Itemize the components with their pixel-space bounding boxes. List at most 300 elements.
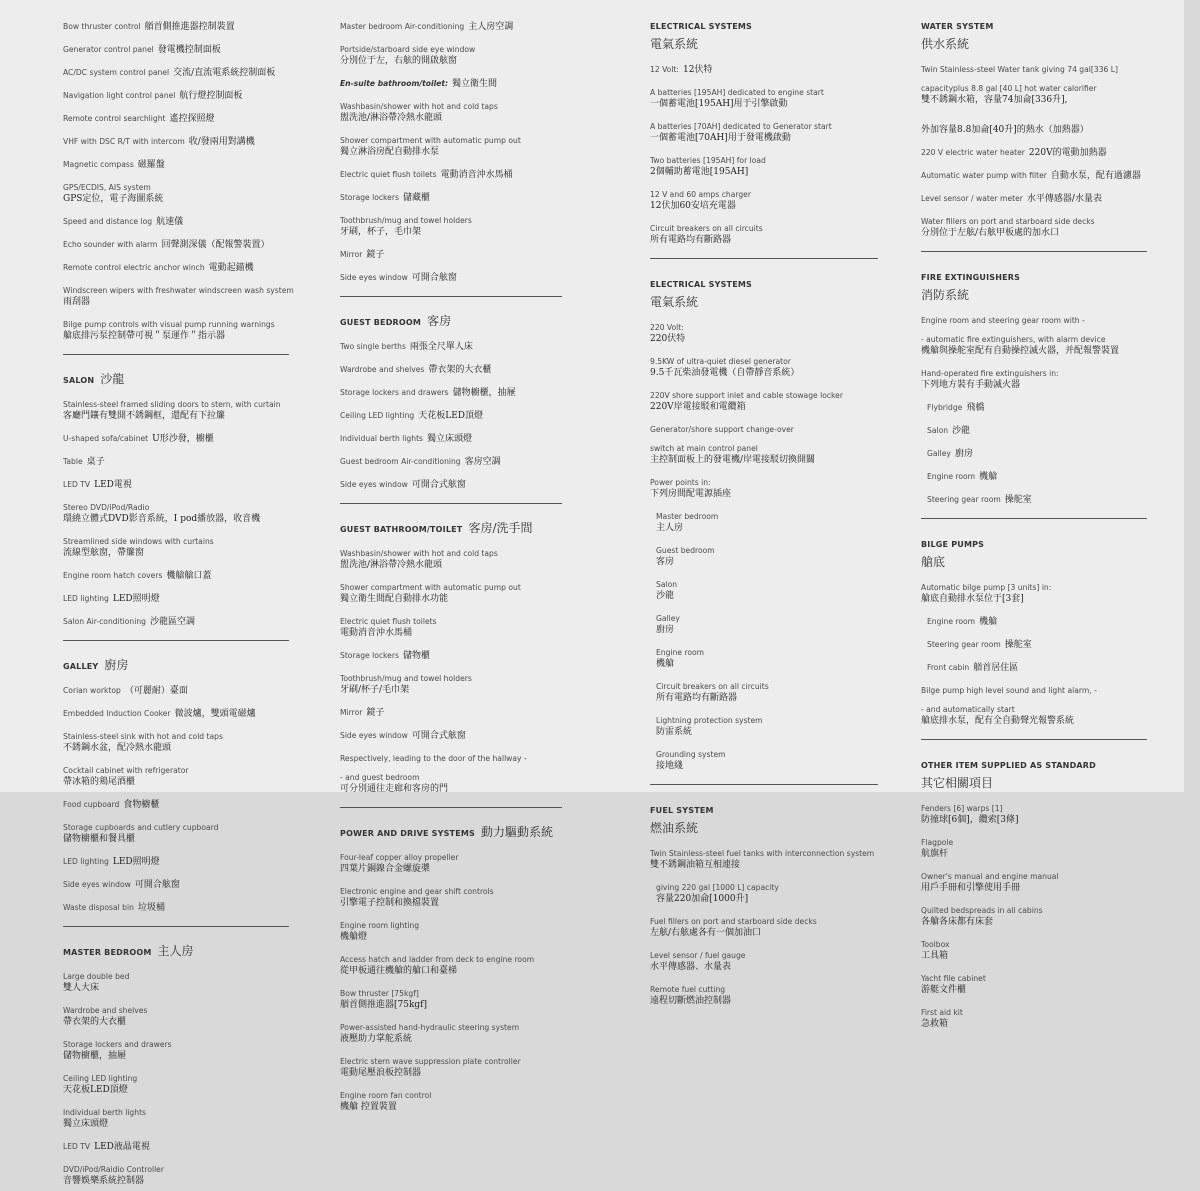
spec-item [63, 1066, 303, 1096]
spec-item-zh: 220V岸電接駁和電纜箱 [650, 402, 746, 412]
spec-item-zh: 電動消音沖水馬桶 [440, 170, 513, 180]
section-title-en: FUEL SYSTEM [650, 806, 714, 815]
spec-item-zh: LED照明燈 [112, 594, 160, 604]
spec-item-zh: 操舵室 [1004, 640, 1032, 650]
divider [63, 640, 289, 641]
spec-item [340, 1015, 565, 1045]
spec-item-en: Echo sounder with alarm [63, 240, 158, 249]
column-1 [63, 14, 303, 1191]
spec-item-en: - and guest bedroom [340, 773, 420, 782]
spec-item-en: Bilge pump high level sound and light alarm, - [921, 686, 1097, 695]
spec-item-en: Two single berths [340, 342, 406, 351]
spec-item [340, 334, 565, 353]
spec-item [63, 849, 303, 868]
spec-item-zh: LED照明燈 [112, 857, 160, 867]
spec-item [340, 845, 565, 875]
spec-item [340, 185, 565, 204]
section-title-en: SALON [63, 376, 95, 385]
section-heading [650, 798, 890, 836]
spec-item-zh: 機艙與操舵室配有自動操控滅火器，并配報警裝置 [921, 346, 1120, 356]
spec-item-zh: 艙底排污泵控制帶可視＂泵運作＂指示器 [63, 331, 226, 341]
spec-item-en: Bilge pump controls with visual pump running warnings [63, 320, 275, 329]
spec-item-zh: 容量220加侖[1000升] [656, 894, 749, 904]
spec-item-en: Side eyes window [340, 731, 408, 740]
spec-item-en: 12 V and 60 amps charger [650, 190, 751, 199]
spec-item [921, 464, 1151, 483]
spec-item [63, 586, 303, 605]
spec-item [340, 208, 565, 238]
section-other-items [921, 753, 1151, 1030]
section-title-zh: 動力驅動系統 [481, 825, 554, 839]
column-3 [650, 14, 890, 1011]
spec-item-en: Mirror [340, 250, 363, 259]
spec-item-zh: 四葉片銅鎳合金螺旋槳 [340, 864, 431, 874]
section-guest-bedroom [340, 310, 565, 491]
spec-item-zh: 液壓助力掌舵系統 [340, 1034, 413, 1044]
spec-item-en: A batteries [70AH] dedicated to Generator start [650, 122, 832, 131]
spec-item-en: Engine room [927, 617, 976, 626]
spec-item-en: Generator control panel [63, 45, 154, 54]
spec-item-zh: 電動尾壓浪板控制器 [340, 1068, 422, 1078]
section-title-zh: 其它相關項目 [921, 776, 994, 790]
spec-item-en: 220V shore support inlet and cable stowage locker [650, 391, 843, 400]
spec-item [63, 106, 303, 125]
spec-item-en: 9.5KW of ultra-quiet diesel generator [650, 357, 791, 366]
spec-item [63, 964, 303, 994]
spec-item-en: Stereo DVD/iPod/Radio [63, 503, 150, 512]
spec-item [650, 148, 890, 178]
spec-item-zh: 9.5千瓦柴油發電機（自帶靜音系統） [650, 368, 800, 378]
spec-item-zh: 機艙 控置裝置 [340, 1102, 397, 1112]
section-electrical-12v [650, 14, 890, 246]
spec-item-en: Storage lockers and drawers [63, 1040, 172, 1049]
spec-item-en: First aid kit [921, 1008, 963, 1017]
spec-item-zh: 引擎電子控制和換檔裝置 [340, 898, 440, 908]
spec-item [650, 841, 890, 871]
spec-item-zh: 機艙 [979, 617, 998, 627]
spec-item [340, 666, 565, 696]
spec-item [340, 700, 565, 719]
spec-item [63, 209, 303, 228]
spec-item-zh: 沙龍區空調 [150, 617, 196, 627]
spec-item-en: Bow thruster [75kgf] [340, 989, 419, 998]
spec-item-zh: 2個輔助蓄電池[195AH] [650, 167, 749, 177]
spec-item-en: Circuit breakers on all circuits [656, 682, 769, 691]
spec-item-en: Toothbrush/mug and towel holders [340, 216, 472, 225]
spec-item-zh: 航速儀 [156, 217, 184, 227]
section-title-en: ELECTRICAL SYSTEMS [650, 280, 752, 289]
spec-item-zh: 雙不銹鋼油箱互相連接 [650, 860, 741, 870]
spec-item-en: Embedded Induction Cooker [63, 709, 171, 718]
spec-item-en: Power-assisted hand-hydraulic steering system [340, 1023, 520, 1032]
section-title-en: GUEST BEDROOM [340, 318, 422, 327]
spec-item [650, 742, 890, 772]
spec-item [63, 678, 303, 697]
spec-item [650, 315, 890, 345]
spec-item [63, 175, 303, 205]
spec-item-en: Toothbrush/mug and towel holders [340, 674, 472, 683]
spec-item-zh: 可開合舷窗 [134, 880, 180, 890]
spec-item-zh: 水平傳感器、水量表 [650, 962, 732, 972]
spec-item-zh: 電動起錨機 [208, 263, 254, 273]
spec-item [650, 470, 890, 500]
spec-item-en: Mirror [340, 708, 363, 717]
spec-item [63, 1134, 303, 1153]
spec-item-en: Remote fuel cutting [650, 985, 726, 994]
spec-item [921, 796, 1151, 826]
spec-item [921, 898, 1151, 928]
spec-item-zh: 航旗杆 [921, 849, 949, 859]
section-title-zh: 廚房 [104, 658, 129, 672]
divider [340, 296, 562, 297]
spec-item [650, 182, 890, 212]
spec-item [63, 312, 303, 342]
spec-item-zh: 儲物櫃 [402, 651, 430, 661]
spec-item-zh: 環繞立體式DVD影音系統，I pod播放器，收音機 [63, 514, 261, 524]
spec-item-en: LED TV [63, 480, 91, 489]
spec-item [340, 723, 565, 742]
spec-item-zh: 垃圾桶 [137, 903, 165, 913]
spec-item-en: Salon [656, 580, 678, 589]
spec-item-en: Twin Stainless-steel Water tank giving 74 gal[336 L] [921, 65, 1118, 74]
spec-item-zh: 儲物櫥櫃，抽屜 [63, 1051, 127, 1061]
spec-item-zh: 廚房 [656, 625, 675, 635]
spec-item-zh: 發電機控制面板 [157, 45, 221, 55]
spec-item-en: Table [63, 457, 83, 466]
spec-item-zh: 牙刷/杯子/毛巾架 [340, 685, 410, 695]
spec-item [340, 449, 565, 468]
spec-item-en: - and automatically start [921, 705, 1015, 714]
spec-item-en: Individual berth lights [63, 1108, 147, 1117]
spec-item-en: Electric quiet flush toilets [340, 617, 437, 626]
section-title-zh: 電氣系統 [650, 37, 699, 51]
spec-item-en: Bow thruster control [63, 22, 141, 31]
spec-item-en: Yacht file cabinet [921, 974, 986, 983]
spec-item-zh: LED電視 [94, 480, 132, 490]
spec-item [650, 875, 890, 905]
spec-item [921, 575, 1151, 605]
spec-item-zh: 儲物櫥櫃，抽屜 [452, 388, 516, 398]
spec-item [63, 60, 303, 79]
spec-item-en: Salon Air-conditioning [63, 617, 146, 626]
spec-item [650, 674, 890, 704]
section-fuel-system [650, 798, 890, 1007]
spec-item-zh: 兩張全尺單人床 [409, 342, 473, 352]
spec-item-zh: 可開合式舷窗 [411, 480, 466, 490]
spec-item-zh: 儲物櫥櫃和餐具櫃 [63, 834, 136, 844]
spec-item-zh: 獨立衛生間配自動排水功能 [340, 594, 449, 604]
spec-item-zh: 電動消音沖水馬桶 [340, 628, 413, 638]
section-title-en: POWER AND DRIVE SYSTEMS [340, 829, 475, 838]
section-title-zh: 消防系統 [921, 288, 970, 302]
spec-item [921, 163, 1151, 182]
spec-item-en: Circuit breakers on all circuits [650, 224, 763, 233]
spec-item [340, 94, 565, 124]
spec-item [340, 746, 565, 795]
spec-item-zh: 工具箱 [921, 951, 949, 961]
spec-item [63, 895, 303, 914]
spec-item [921, 655, 1151, 674]
section-title-zh: 電氣系統 [650, 295, 699, 309]
spec-item-en: Two batteries [195AH] for load [650, 156, 766, 165]
spec-item-zh: 分別位于左舷/右舷甲板處的加水口 [921, 228, 1060, 238]
spec-item-en: Engine room and steering gear room with - [921, 316, 1085, 325]
spec-item-en: Salon [927, 426, 949, 435]
spec-item-en: Large double bed [63, 972, 130, 981]
spec-item-zh: 水平傳感器/水量表 [1026, 194, 1102, 204]
spec-item-en: Remote control searchlight [63, 114, 166, 123]
spec-item-en: DVD/iPod/Raidio Controller [63, 1165, 164, 1174]
spec-item [650, 216, 890, 246]
spec-item-zh: 微波爐，雙頭電磁爐 [174, 709, 256, 719]
section-title-en: GALLEY [63, 662, 99, 671]
spec-item [921, 209, 1151, 239]
section-power-drive [340, 821, 565, 1113]
spec-item-zh: 艙底排水泵，配有全自動聲光報警系統 [921, 716, 1075, 726]
spec-item [63, 701, 303, 720]
spec-item-zh: 收/發兩用對講機 [188, 137, 255, 147]
spec-item-zh: 艏首側推進器控制裝置 [144, 22, 235, 32]
spec-item-zh: 外加容量8.8加侖[40升]的熱水（加熱器） [921, 125, 1089, 135]
spec-item-en: Access hatch and ladder from deck to engine room [340, 955, 535, 964]
divider [63, 926, 289, 927]
spec-item [921, 932, 1151, 962]
section-heading [650, 272, 890, 310]
spec-item [650, 417, 890, 466]
spec-item-zh: 12伏特 [682, 65, 713, 75]
spec-item-en: Corian worktop [63, 686, 121, 695]
section-heading [921, 14, 1151, 52]
spec-item-en: Storage lockers and drawers [340, 388, 449, 397]
spec-item [340, 947, 565, 977]
spec-item [63, 129, 303, 148]
spec-item-zh: 客房 [656, 557, 675, 567]
spec-item [340, 380, 565, 399]
spec-item-zh: 雨刮器 [63, 297, 91, 307]
spec-item [650, 57, 890, 76]
spec-item-zh: 防雷系統 [656, 727, 693, 737]
spec-item [63, 1100, 303, 1130]
spec-item-zh: 分別位于左，右舷的開啟舷窗 [340, 56, 458, 66]
spec-item-en: Flybridge [927, 403, 963, 412]
spec-item-zh: 用戶手冊和引擎使用手冊 [921, 883, 1021, 893]
spec-item-en: Magnetic compass [63, 160, 134, 169]
spec-item [921, 308, 1151, 357]
spec-item-en: Remote control electric anchor winch [63, 263, 205, 272]
spec-item [921, 1000, 1151, 1030]
spec-item [63, 724, 303, 754]
spec-item-zh: U形沙發，櫥櫃 [152, 434, 214, 444]
spec-item-en: Ceiling LED lighting [340, 411, 415, 420]
spec-item-zh: 機艙燈 [340, 932, 368, 942]
spec-item-zh: 防撞球[6個]，纜索[3條] [921, 815, 1019, 825]
spec-item [340, 128, 565, 158]
spec-item [63, 758, 303, 788]
spec-item-en: A batteries [195AH] dedicated to engine start [650, 88, 824, 97]
spec-item-en: Quilted bedspreads in all cabins [921, 906, 1043, 915]
spec-item-en: Guest bedroom [656, 546, 715, 555]
spec-item [921, 830, 1151, 860]
spec-item [921, 57, 1151, 136]
spec-item [340, 1049, 565, 1079]
spec-item [340, 265, 565, 284]
spec-item [63, 495, 303, 525]
spec-item-en: Master bedroom [656, 512, 719, 521]
spec-item-en: Waste disposal bin [63, 903, 134, 912]
spec-item [63, 872, 303, 891]
spec-item-zh: 220伏特 [650, 334, 686, 344]
spec-item-en: Storage lockers [340, 651, 399, 660]
section-fire-extinguishers [921, 265, 1151, 506]
spec-item-zh: 沙龍 [952, 426, 971, 436]
spec-item-en: giving 220 gal [1000 L] capacity [656, 883, 779, 892]
spec-item-zh: 機艙 [979, 472, 998, 482]
section-heading [921, 532, 1151, 570]
spec-item-en: capacityplus 8.8 gal [40 L] hot water calorifier [921, 84, 1097, 93]
spec-item-en: Storage lockers [340, 193, 399, 202]
spec-item-en: Automatic bilge pump [3 units] in: [921, 583, 1052, 592]
spec-item-en: Ceiling LED lighting [63, 1074, 138, 1083]
spec-item-en: Side eyes window [340, 480, 408, 489]
section-heading [340, 517, 565, 536]
spec-item-en: Fuel fillers on port and starboard side decks [650, 917, 817, 926]
spec-item-en: - automatic fire extinguishers, with alarm device [921, 335, 1106, 344]
spec-item-zh: 廚房 [954, 449, 973, 459]
section-water-system [921, 14, 1151, 239]
spec-item-zh: 客廳門鑲有雙開不銹鋼框，還配有下拉簾 [63, 411, 226, 421]
spec-item [63, 792, 303, 811]
spec-item-zh: 所有電路均有斷路器 [656, 693, 738, 703]
section-heading [340, 310, 565, 329]
spec-item-en: Water fillers on port and starboard side decks [921, 217, 1095, 226]
spec-item-en: LED TV [63, 1142, 91, 1151]
spec-item-zh: 帶衣架的大衣櫃 [63, 1017, 127, 1027]
spec-item [63, 255, 303, 274]
divider [63, 354, 289, 355]
spec-item [650, 606, 890, 636]
spec-item-en: Guest bedroom Air-conditioning [340, 457, 461, 466]
spec-item-zh: 回聲測深儀（配報警裝置） [161, 240, 270, 250]
spec-item [650, 349, 890, 379]
spec-item [650, 383, 890, 413]
spec-item-zh: 天花板LED頂燈 [63, 1085, 128, 1095]
spec-item-en: LED lighting [63, 857, 109, 866]
spec-item [340, 981, 565, 1011]
spec-item [63, 14, 303, 33]
spec-item-en: 12 Volt: [650, 65, 679, 74]
spec-item [340, 14, 565, 33]
spec-item-zh: 艏首側推進器[75kgf] [340, 1000, 428, 1010]
spec-item [340, 71, 565, 90]
spec-item-en: Four-leaf copper alloy propeller [340, 853, 459, 862]
spec-item [921, 361, 1151, 391]
spec-item-zh: 帶冰箱的鶏尾酒櫃 [63, 777, 136, 787]
spec-item-zh: 獨立淋浴房配自動排水泵 [340, 147, 440, 157]
spec-item-en: Storage cupboards and cutlery cupboard [63, 823, 219, 832]
spec-item [650, 943, 890, 973]
section-title-zh: 主人房 [157, 944, 194, 958]
spec-item-zh: 獨立床頭燈 [63, 1119, 109, 1129]
spec-item-en: Speed and distance log [63, 217, 153, 226]
spec-item-zh: 盥洗池/淋浴帶冷熱水龍頭 [340, 560, 443, 570]
divider [650, 258, 878, 259]
spec-item-en: Stainless-steel sink with hot and cold taps [63, 732, 223, 741]
section-salon [63, 368, 303, 628]
spec-item [63, 1157, 303, 1187]
divider [921, 251, 1147, 252]
spec-item-en: Shower compartment with automatic pump out [340, 136, 521, 145]
spec-item [921, 966, 1151, 996]
spec-item-en: 220 Volt: [650, 323, 684, 332]
spec-item [340, 242, 565, 261]
section-title-zh: 艙底 [921, 555, 946, 569]
spec-item [650, 538, 890, 568]
spec-item-en: Engine room [656, 648, 705, 657]
spec-item-en: VHF with DSC R/T with intercom [63, 137, 185, 146]
spec-item [921, 678, 1151, 727]
spec-item-zh: 游艇文件櫃 [921, 985, 967, 995]
section-heading [650, 14, 890, 52]
spec-item-zh: 飛橋 [966, 403, 985, 413]
spec-item-en: U-shaped sofa/cabinet [63, 434, 149, 443]
spec-item-en: Level sensor / fuel gauge [650, 951, 746, 960]
spec-item-zh: 一個蓄電池[195AH]用于引擎啟動 [650, 99, 788, 109]
spec-item-zh: 鏡子 [366, 708, 385, 718]
spec-item [63, 152, 303, 171]
spec-item-en: Lightning protection system [656, 716, 763, 725]
spec-item-en: Portside/starboard side eye window [340, 45, 476, 54]
spec-item [340, 426, 565, 445]
section-title-zh: 供水系統 [921, 37, 970, 51]
spec-item-en: switch at main control panel [650, 444, 758, 453]
spec-item-en: Owner's manual and engine manual [921, 872, 1059, 881]
spec-item-en: Steering gear room [927, 495, 1001, 504]
section-title-zh: 燃油系統 [650, 821, 699, 835]
spec-item-zh: 音響娛樂系統控制器 [63, 1176, 145, 1186]
section-heading [340, 821, 565, 840]
spec-item-en: GPS/ECDIS, AIS system [63, 183, 151, 192]
spec-item [650, 114, 890, 144]
spec-item-en: Individual berth lights [340, 434, 424, 443]
spec-item-en: En-suite bathroom/toilet: [340, 79, 449, 88]
spec-item [63, 449, 303, 468]
spec-item [650, 977, 890, 1007]
spec-item-en: Twin Stainless-steel fuel tanks with interconnection system [650, 849, 875, 858]
spec-item-zh: 不銹鋼水盆，配冷熱水龍頭 [63, 743, 172, 753]
spec-item-en: Washbasin/shower with hot and cold taps [340, 102, 498, 111]
spec-item-en: Stainless-steel framed sliding doors to stern, with curtain [63, 400, 281, 409]
spec-item-zh: 主人房空調 [468, 22, 514, 32]
spec-item-en: Side eyes window [63, 880, 131, 889]
spec-item-zh: 食物櫥櫃 [123, 800, 160, 810]
spec-item-zh: 艙底自動排水泵位于[3套] [921, 594, 1024, 604]
spec-item [921, 418, 1151, 437]
spec-item-en: Windscreen wipers with freshwater windscreen wash system [63, 286, 294, 295]
spec-item-zh: 桌子 [86, 457, 105, 467]
spec-item-zh: 從甲板通往機艙的艙口和臺梯 [340, 966, 458, 976]
divider [921, 518, 1147, 519]
spec-item-zh: 主控制面板上的發電機/岸電接駁切換開關 [650, 455, 816, 465]
spec-item-zh: 左舷/右舷處各有一個加油口 [650, 928, 762, 938]
spec-item [340, 609, 565, 639]
spec-item-zh: 各艙各床都有床套 [921, 917, 994, 927]
spec-item-en: Power points in: [650, 478, 711, 487]
spec-item [340, 879, 565, 909]
spec-item-en: Streamlined side windows with curtains [63, 537, 214, 546]
spec-item [340, 1083, 565, 1113]
spec-item [63, 609, 303, 628]
spec-item-zh: 天花板LED頂燈 [418, 411, 483, 421]
